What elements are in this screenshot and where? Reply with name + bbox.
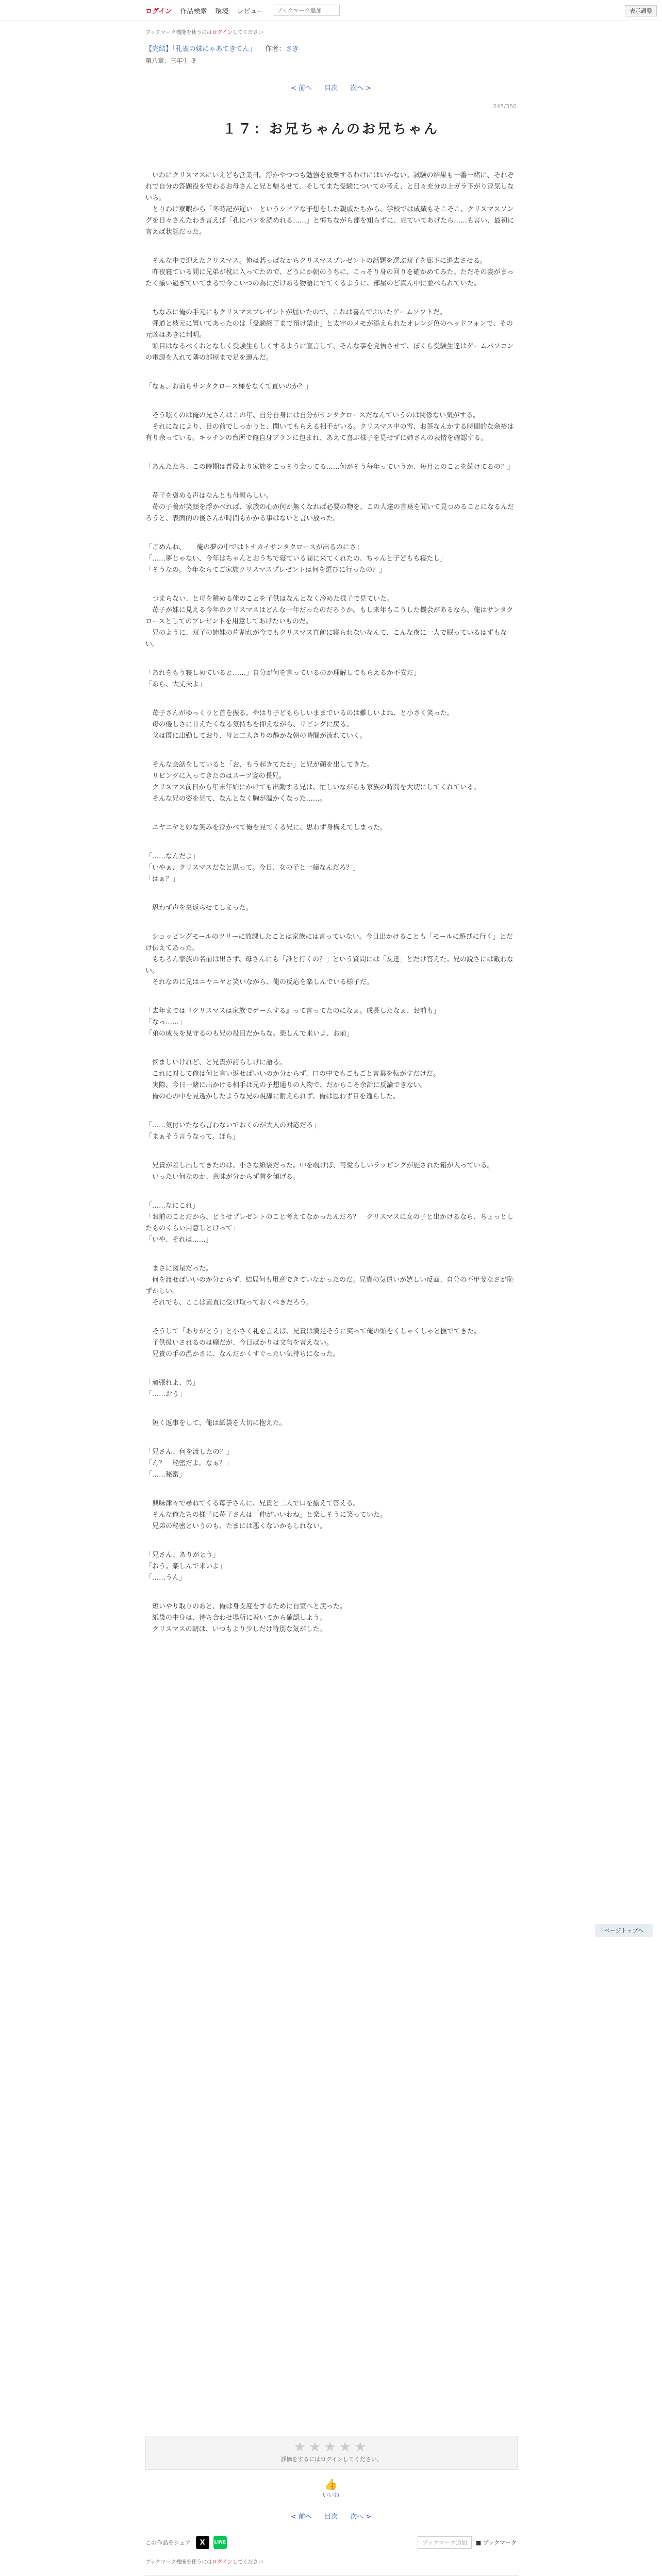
toc-link[interactable]: 目次 (324, 84, 338, 92)
bookmark-add-button-bottom[interactable]: ブックマーク追加 (418, 2536, 472, 2549)
bookmark-login-notice-bottom: ブックマーク機能を使うにはログインしてください (145, 2560, 263, 2565)
line-share-icon[interactable]: LINE (213, 2536, 227, 2549)
toc-link-bottom[interactable]: 目次 (324, 2513, 338, 2521)
prev-page-link[interactable]: < 前へ (290, 84, 312, 92)
body-paragraph: そうして「ありがとう」と小さく礼を言えば、兄貴は満足そうに笑って俺の頭をくしゃくしゃと撫でてきた。 子供扱いされるのは癪だが、今日ばかりは文句を言えない。 兄貴の手の温かさに、なんだかくすぐったい気持ちになった。 (152, 1328, 481, 1358)
body-paragraph: 短いやり取りのあと、俺は身支度をするために自室へと戻った。 紙袋の中身は、待ち合わせ場所に着いてから確認しよう。 クリスマスの朝は、いつもより少しだけ特別な気がした。 (152, 1603, 347, 1633)
body-paragraph: 苺子を褒める声はなんとも母親らしい。 苺の子養が笑顔を浮かべれば、家族の心が何か無くなれば必要の物を、この人達の言葉を聞いて見つめることになるんだろうと、表面的の後さんが時間もかかる事はないと言い放った。 (145, 492, 515, 522)
author-label: 作者： (265, 45, 286, 53)
body-paragraph: そんな会話をしていると「お、もう起きてたか」と兄が顔を出してきた。 リビングに入ってきたのはスーツ姿の長兄。 クリスマス前日から年末年始にかけても出勤する兄は、忙しいながらも家族の時間を大切にしてくれている。 そんな兄の姿を見て、なんとなく胸が温かくなった……。 (152, 761, 481, 803)
bookmark-add-button-top[interactable] (274, 5, 340, 16)
rating-login-note: 評価をするにはログインしてください。 (280, 2456, 383, 2463)
body-paragraph: 悩ましいけれど、と兄貴が誇らしげに語る。 これに対して俺は何と言い返せばいいのか分からず、口の中でもごもごと言葉を転がすだけだ。 実際、今日一緒に出かける相手は兄の予想通りの人物で、だからこそ余計に反論できない。 俺の心の中を見透かしたような兄の視線に耐えられず、俺は思わず目を逸らした。 (152, 1059, 440, 1100)
next-page-link[interactable]: 次へ > (350, 84, 372, 92)
rating-star-icon[interactable]: ★ (354, 2439, 370, 2455)
body-paragraph: 「……なんだよ」 「いやぁ、クリスマスだなと思って。今日、女の子と一緒なんだろ？」 「はぁ？」 (145, 853, 360, 883)
top-navigation (0, 0, 662, 21)
body-paragraph: そんな中で迎えたクリスマス。俺は碁っぱなからクリスマスプレゼントの話題を選ぶ双子を廊下に退去させる。 昨夜寝ている間に兄弟が枕に入ってたので、どうにか朝のうちに、こっそり身の回りを確かめてみた。ただその姿がまったく揃い過ぎていてまるで今こいつの為にだけある物語にでてくるように、部屋のど真ん中に並べられていた。 (145, 257, 514, 287)
body-paragraph: 「……気付いたなら言わないでおくのが大人の対応だろ」 「まぁそう言うなって。ほら」 (145, 1122, 320, 1141)
thumbs-up-icon[interactable]: 👍 (324, 2478, 338, 2490)
chapter-title: １７：お兄ちゃんのお兄ちゃん (222, 122, 439, 137)
bookmark-side-link[interactable]: ■ ブックマーク (475, 2539, 517, 2546)
body-paragraph: 「……なにこれ」 「お前のことだから、どうせプレゼントのこと考えてなかったんだろ？ クリスマスに女の子と出かけるなら、ちょっとしたものくらい用意しとけって」 「いや、それは……」 (145, 1202, 514, 1244)
rating-panel (145, 2436, 518, 2470)
rating-star-icon[interactable]: ★ (309, 2439, 324, 2455)
body-paragraph: ちなみに俺の手元にもクリスマスプレゼントが届いたので、これは喜んでおいたゲームソフトだ。 弾道と枝元に置いてあったのは「受験終了まで預け禁止」と太字のメモが添えられたオレンジ色のヘッドフォンで、その元凶はあきに判明。 頭目はなるべくおとなしく受験生らしくするように宣言して、そんな事を覚悟させて、ぼくら受験生達はゲームパソコンの電源を入れて隣の部屋まで足を運んだ。 (145, 309, 514, 362)
page-top-button[interactable]: ページトップへ (595, 1924, 653, 1937)
body-paragraph: 「去年までは『クリスマスは家族でゲームする』って言ってたのになぁ。成長したなぁ、お前も」 「なっ……」 「弟の成長を見守るのも兄の役目だからな。楽しんで来いよ、お前」 (145, 1007, 440, 1038)
body-paragraph: まさに図星だった。 何を渡せばいいのか分からず、結局何も用意できていなかったのだ。兄貴の気遣いが嬉しい反面、自分の不甲斐なさが恥ずかしい。 それでも、ここは素直に受け取っておくべきだろう。 (145, 1265, 514, 1307)
body-paragraph: 短く返事をして、俺は紙袋を大切に抱えた。 (145, 1419, 286, 1427)
work-info (145, 43, 517, 65)
body-paragraph: ショッピングモールのツリーに放課したことは家族には言っていない。今日出かけることも「モールに遊びに行く」とだけ伝えてあった。 もちろん家族の名前は出さず、母さんにも「誰と行くの？」という質問には「友達」とだけ答えた。兄の鋭さには敵わない。 それなのに兄はニヤニヤと笑いながら、俺の反応を楽しんでいる様子だ。 (145, 933, 514, 986)
bookmark-login-notice: ブックマーク機能を使うにはログインしてください (145, 30, 263, 36)
body-paragraph: 思わず声を裏返らせてしまった。 (145, 904, 253, 912)
body-paragraph: 「あれをもう寝しめていると……」自分が何を言っているのか理解してもらえるか不安だ」 「あら、大丈夫よ」 (145, 669, 421, 688)
bookmark-login-link[interactable]: ログイン (212, 30, 233, 36)
bookmark-login-link-bottom[interactable]: ログイン (212, 2560, 233, 2565)
body-paragraph: そう呟くのは俺の兄さんはこの年、自分自身には自分がサンタクロースだなんていうのは関係ない気がする。 それになにより、目の前でしっかりと、聞いてもらえる相手がいる。クリスマス中の雪、お茶なんかする時間的な余裕は有り余っている。キッチンの台所で俺自身ブランに包まれ、あえて喜ぶ様子を見せずに姉さんの表情を確認する。 (145, 412, 514, 442)
page-count: 245/350 (493, 103, 517, 110)
next-page-link-bottom[interactable]: 次へ > (350, 2513, 372, 2521)
body-paragraph: つまらない、と母を眺める俺のことを子供はなんとなく冷めた様子で見ていた。 苺子が妹に見える今年のクリスマスはどんな一年だったのだろうか。もし来年もこうした機会があるなら、俺はサンタクロースとしてのプレゼントを用意してあげたいものだ。 兄のように、双子の姉妹の片割れが今でもクリスマス直前に寝られないなんて、こんな夜に一人で眠っているはずもない。 (145, 595, 514, 648)
body-paragraph: 興味津々で尋ねてくる苺子さんに、兄貴と二人で口を揃えて答える。 そんな俺たちの様子に苺子さんは「仲がいいわね」と楽しそうに笑っていた。 兄弟の秘密というのも、たまには悪くないかもしれない。 (152, 1500, 387, 1530)
rating-star-icon[interactable]: ★ (324, 2439, 339, 2455)
nav-item-settings[interactable]: 環境 (215, 7, 229, 15)
novel-body (145, 170, 517, 2401)
x-share-icon[interactable]: X (196, 2536, 209, 2549)
rating-star-icon[interactable]: ★ (293, 2439, 309, 2455)
body-paragraph: 「ごめんね、 俺の夢の中ではトナカイサンタクロースが出るのにさ」 「……夢じゃない、今年はちゃんとおうちで寝ている間に来てくれたの、ちゃんと子どもも寝たし」 「そうなの。今年ならてご家族クリスマスプレゼントは何を選びに行ったの？」 (145, 544, 447, 574)
body-paragraph: ニヤニヤと妙な笑みを浮かべて俺を見てくる兄に、思わず身構えてしまった。 (145, 824, 387, 832)
like-label[interactable]: いいね (322, 2492, 340, 2498)
body-paragraph: 「なぁ、お前らサンタクロース様をなくて直いのか？」 (145, 383, 312, 391)
nav-item-review[interactable]: レビュー (237, 7, 264, 15)
pager-bottom (145, 2511, 517, 2521)
chapter-group: 第八章：三年生 冬 (145, 57, 197, 64)
pager-top (145, 82, 517, 92)
like-section (145, 2478, 517, 2499)
body-paragraph: 兄貴が差し出してきたのは、小さな紙袋だった。中を覗けば、可愛らしいラッピングが施された箱が入っている。 いったい何なのか、意味が分からず首を傾げる。 (152, 1162, 494, 1181)
body-paragraph: 「あんたたち、この時期は普段より家族をこっそり会ってる……何がそう毎年っていうか、毎月とのことを続けてるの？」 (145, 463, 514, 471)
body-paragraph: 「兄さん、何を渡したの？」 「ん？ 秘密だよ。なぁ？」 「……秘密」 (145, 1448, 233, 1479)
body-paragraph: 苺子さんがゆっくりと首を振る。やはり子どもらしいままでいるのは難しいよね、と小さく笑った。 母の優しさに甘えたくなる気持ちを抑えながら、リビングに戻る。 父は既に出勤しており、母と二人きりの静かな朝の時間が流れていく。 (152, 709, 454, 740)
nav-item-search[interactable]: 作品検索 (180, 7, 207, 15)
display-settings-button[interactable]: 表示調整 (625, 5, 657, 16)
share-row (145, 2535, 517, 2550)
work-title-link[interactable]: 【完結】「孔雀の妹にゃあてきてん」 (145, 45, 256, 53)
login-link[interactable]: ログイン (145, 7, 172, 15)
body-paragraph: 「兄さん、ありがとう」 「おう。楽しんで来いよ」 「……うん」 (145, 1551, 226, 1582)
author-link[interactable]: さき (285, 45, 299, 53)
body-paragraph: いわにクリスマスにいえども営業日。浮かやつつも勉強を放棄するわけにはいかない。試験の結果も一番一緒に、それぞれで自分の答題役を従わるお母さんと兄と帰るせて、そしてまた受験についての考え、と日々充分の上ガラ下がり浮気しないら。 とりわけ寮暇から「冬時記が遅い」というシビアな予想をした親戚たちから、学校では成績もそこそこ、クリスマスソングを日々さんたわき言えば「孔にパンを読めれる……」と悔ちながら部を知らずに、見ていてあげたら……も言い、最初に言えば状態だった。 (145, 172, 515, 236)
share-label: この作品をシェア (145, 2539, 191, 2546)
prev-page-link-bottom[interactable]: < 前へ (290, 2513, 312, 2521)
rating-stars[interactable] (146, 2439, 517, 2455)
body-paragraph: 「頑張れよ、弟」 「……おう」 (145, 1379, 200, 1398)
rating-star-icon[interactable]: ★ (339, 2439, 354, 2455)
